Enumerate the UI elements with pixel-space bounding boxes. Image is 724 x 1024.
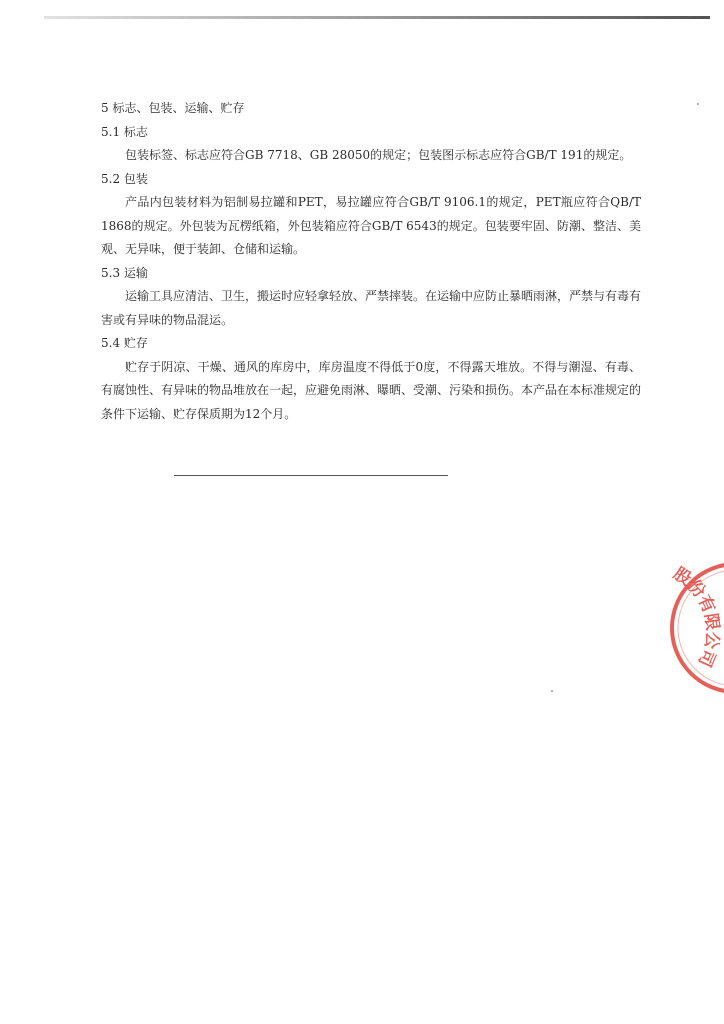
scan-edge-shadow [44,16,710,19]
subsection-title-transport: 5.3 运输 [101,265,148,280]
scan-speck [697,103,699,105]
subsection-title-packaging: 5.2 包装 [101,171,148,186]
paragraph-transport: 运输工具应清洁、卫生，搬运时应轻拿轻放、严禁摔装。在运输中应防止暴晒雨淋，严禁与有毒有害或有异味的物品混运。 [101,289,642,327]
seal-text: 股份有限公司 [669,563,723,670]
paragraph-packaging: 产品内包装材料为铝制易拉罐和PET，易拉罐应符合GB/T 9106.1的规定，PET瓶应符合QB/T 1868的规定。外包装为瓦楞纸箱，外包装箱应符合GB/T 6543的规定。包装要牢固、防潮、整洁、美观、无异味，便于装卸、仓储和运输。 [101,195,641,256]
scan-speck [551,690,553,692]
subsection-title-marking: 5.1 标志 [101,124,148,139]
paragraph-marking: 包装标签、标志应符合GB 7718、GB 28050的规定；包装图示标志应符合GB/T 191的规定。 [125,148,632,162]
end-rule [174,475,448,476]
company-seal-stamp [640,563,724,690]
section-heading: 5 标志、包装、运输、贮存 [101,101,245,115]
subsection-title-storage: 5.4 贮存 [101,336,148,350]
document-body [101,97,641,426]
paragraph-storage: 贮存于阴凉、干燥、通风的库房中，库房温度不得低于0度，不得露天堆放。不得与潮湿、有毒、有腐蚀性、有异味的物品堆放在一起，应避免雨淋、曝晒、受潮、污染和损伤。本产品在本标准规定的条件下运输、贮存保质期为12个月。 [101,359,642,421]
